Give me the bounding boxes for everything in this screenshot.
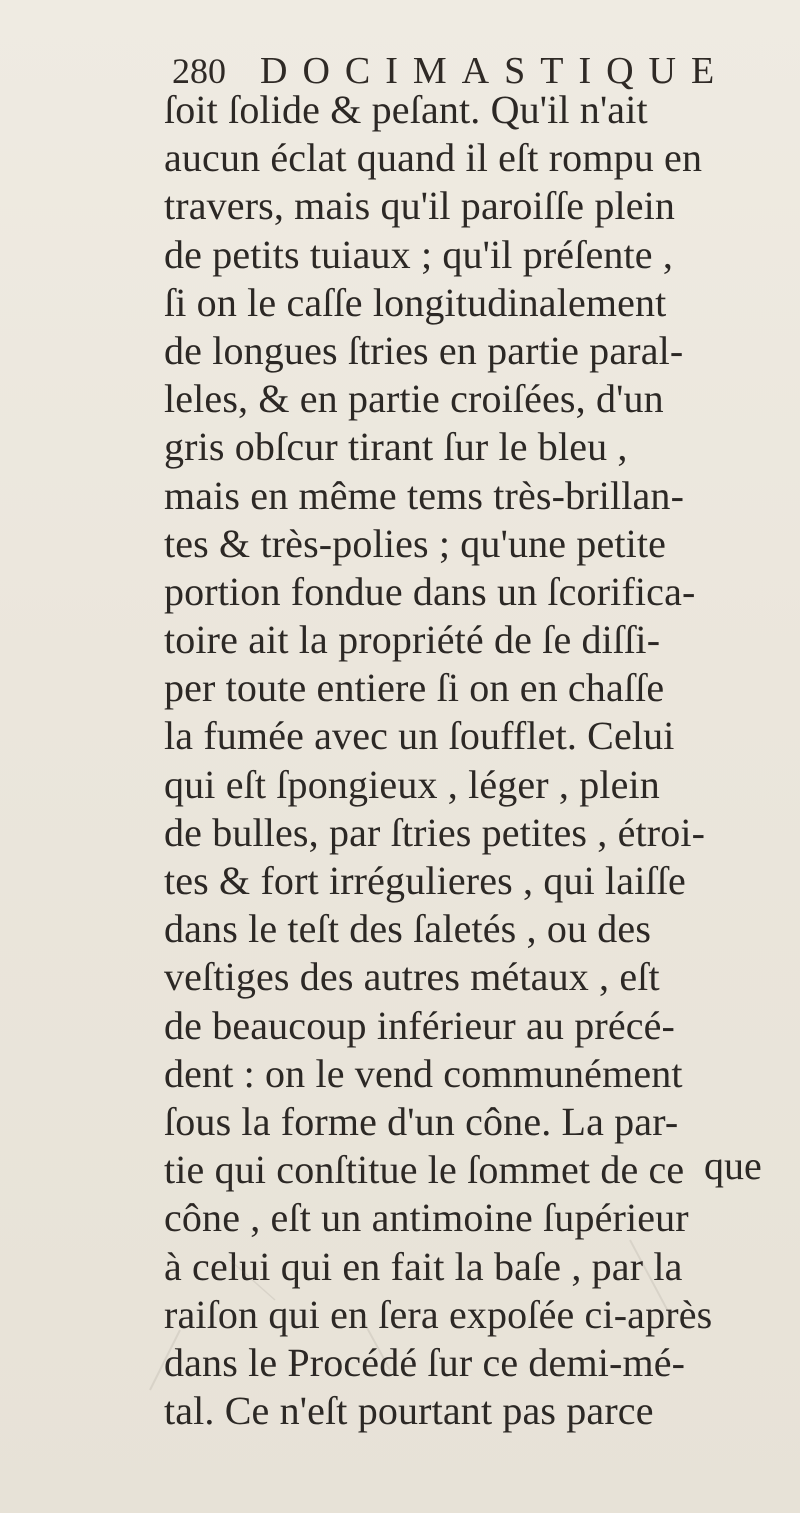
text-line: de beaucoup inférieur au précé-: [164, 1002, 676, 1048]
text-line: qui eſt ſpongieux , léger , plein: [164, 761, 660, 807]
running-title: DOCIMASTIQUE: [260, 50, 730, 92]
text-line: gris obſcur tirant ſur le bleu ,: [164, 424, 628, 470]
text-line: tes & fort irrégulieres , qui laiſſe: [164, 858, 686, 903]
text-line: ſoit ſolide & peſant. Qu'il n'ait: [164, 87, 648, 132]
text-line: dent : on le vend communément: [164, 1050, 683, 1096]
text-line: la fumée avec un ſoufflet. Celui: [164, 713, 675, 759]
text-line: mais en même tems très-brillan-: [164, 472, 685, 518]
text-line: per toute entiere ſi on en chaſſe: [164, 665, 665, 711]
text-line: ſous la forme d'un cône. La par-: [164, 1098, 679, 1144]
text-line: dans le teſt des ſaletés , ou des: [164, 906, 652, 952]
text-line: tes & très-polies ; qu'une petite: [164, 520, 667, 566]
catchword: que: [704, 1143, 762, 1188]
text-line: aucun éclat quand il eſt rompu en: [164, 135, 703, 181]
text-line: tie qui conſtitue le ſommet de ce: [164, 1147, 685, 1193]
text-line: dans le Procédé ſur ce demi-mé-: [164, 1339, 686, 1385]
text-line: travers, mais qu'il paroiſſe plein: [164, 183, 676, 229]
text-line: veſtiges des autres métaux , eſt: [164, 954, 660, 1000]
text-line: toire ait la propriété de ſe diſſi-: [164, 617, 661, 663]
body-text: [164, 86, 752, 1435]
text-line: tal. Ce n'eſt pourtant pas parce: [164, 1388, 654, 1434]
text-line: de petits tuiaux ; qu'il préſente ,: [164, 231, 673, 277]
text-line: portion fondue dans un ſcorifica-: [164, 568, 696, 614]
page-number: 280: [172, 51, 226, 91]
text-line: leles, & en partie croiſées, d'un: [164, 376, 664, 422]
text-line: raiſon qui en ſera expoſée ci-après: [164, 1291, 713, 1337]
text-line: de bulles, par ſtries petites , étroi-: [164, 809, 706, 855]
text-line: de longues ſtries en partie paral-: [164, 327, 684, 373]
text-line: ſi on le caſſe longitudinalement: [164, 279, 667, 325]
text-line: cône , eſt un antimoine ſupérieur: [164, 1195, 689, 1241]
text-line: à celui qui en fait la baſe , par la: [164, 1243, 683, 1289]
